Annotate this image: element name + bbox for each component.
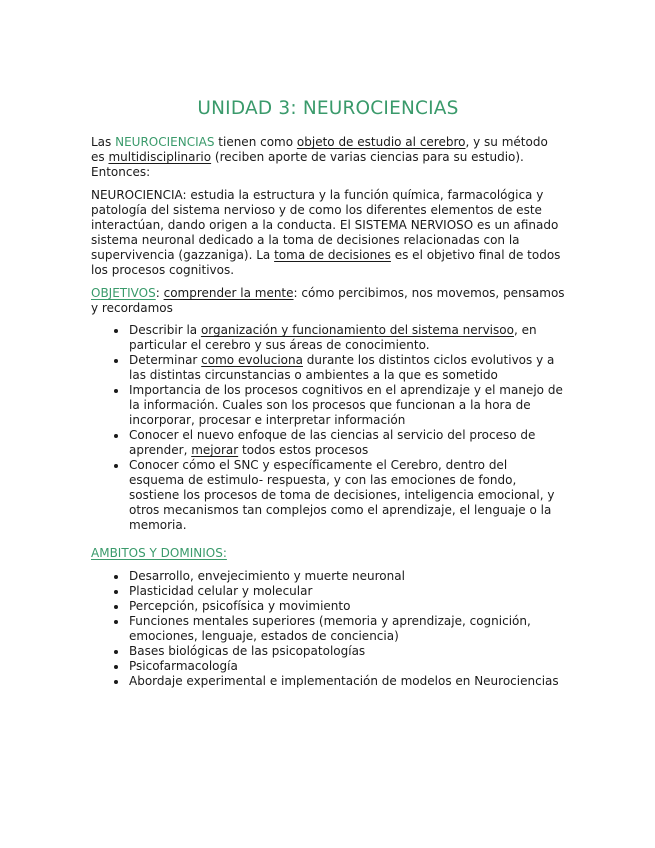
- list-item: Percepción, psicofísica y movimiento: [129, 599, 565, 614]
- list-item: Conocer el nuevo enfoque de las ciencias al servicio del proceso de aprender, mejorar todos estos procesos: [129, 428, 565, 458]
- list-item: Abordaje experimental e implementación de modelos en Neurociencias: [129, 674, 565, 689]
- objeto-underlined: objeto de estudio al cerebro: [296, 135, 466, 149]
- list-item: Desarrollo, envejecimiento y muerte neuronal: [129, 569, 565, 584]
- list-item: Importancia de los procesos cognitivos en el aprendizaje y el manejo de la información. Cuales son los procesos que funcionan a la hora de incorporar, procesar e interpretar información: [129, 383, 565, 428]
- list-item: Bases biológicas de las psicopatologías: [129, 644, 565, 659]
- ambitos-label: AMBITOS Y DOMINIOS:: [91, 546, 227, 560]
- intro-paragraph: Las NEUROCIENCIAS tienen como objeto de estudio al cerebro, y su método es multidisciplinario (reciben aporte de varias ciencias para su estudio). Entonces:: [91, 135, 548, 179]
- ambitos-list: [91, 569, 565, 689]
- neurociencias-term: NEUROCIENCIAS: [115, 135, 215, 149]
- toma-decisiones-underlined: toma de decisiones: [274, 248, 391, 262]
- objetivos-label: OBJETIVOS: [91, 286, 156, 300]
- list-item: Conocer cómo el SNC y específicamente el Cerebro, dentro del esquema de estimulo- respuesta, y con las emociones de fondo, sostiene los procesos de toma de decisiones, inteligencia emocional, y otros mecanismos tan complejos como el aprendizaje, el lenguaje o la memoria.: [129, 458, 565, 533]
- list-item: Psicofarmacología: [129, 659, 565, 674]
- list-item: Describir la organización y funcionamiento del sistema nervisoo, en particular el cerebro y sus áreas de conocimiento.: [129, 323, 565, 353]
- objetivos-heading: OBJETIVOS: comprender la mente: cómo percibimos, nos movemos, pensamos y recordamos: [91, 286, 565, 315]
- definition-paragraph: NEUROCIENCIA: estudia la estructura y la función química, farmacológica y patología del sistema nervioso y de como los diferentes elementos de este interactúan, dando origen a la conducta. El SISTEMA NERVIOSO es un afinado sistema neuronal dedicado a la toma de decisiones relacionadas con la supervivencia (gazzaniga). La toma de decisiones es el objetivo final de todos los procesos cognitivos.: [91, 188, 561, 277]
- comprender-mente-underlined: comprender la mente: [163, 286, 294, 300]
- list-item: Funciones mentales superiores (memoria y aprendizaje, cognición, emociones, lenguaje, estados de conciencia): [129, 614, 565, 644]
- list-item: Plasticidad celular y molecular: [129, 584, 565, 599]
- objetivos-list: [91, 323, 565, 533]
- ambitos-heading: [91, 546, 565, 561]
- page-title: UNIDAD 3: NEUROCIENCIAS: [197, 98, 459, 119]
- list-item: Determinar como evoluciona durante los distintos ciclos evolutivos y a las distintas circunstancias o ambientes a la que es sometido: [129, 353, 565, 383]
- multidisciplinario-underlined: multidisciplinario: [108, 150, 212, 164]
